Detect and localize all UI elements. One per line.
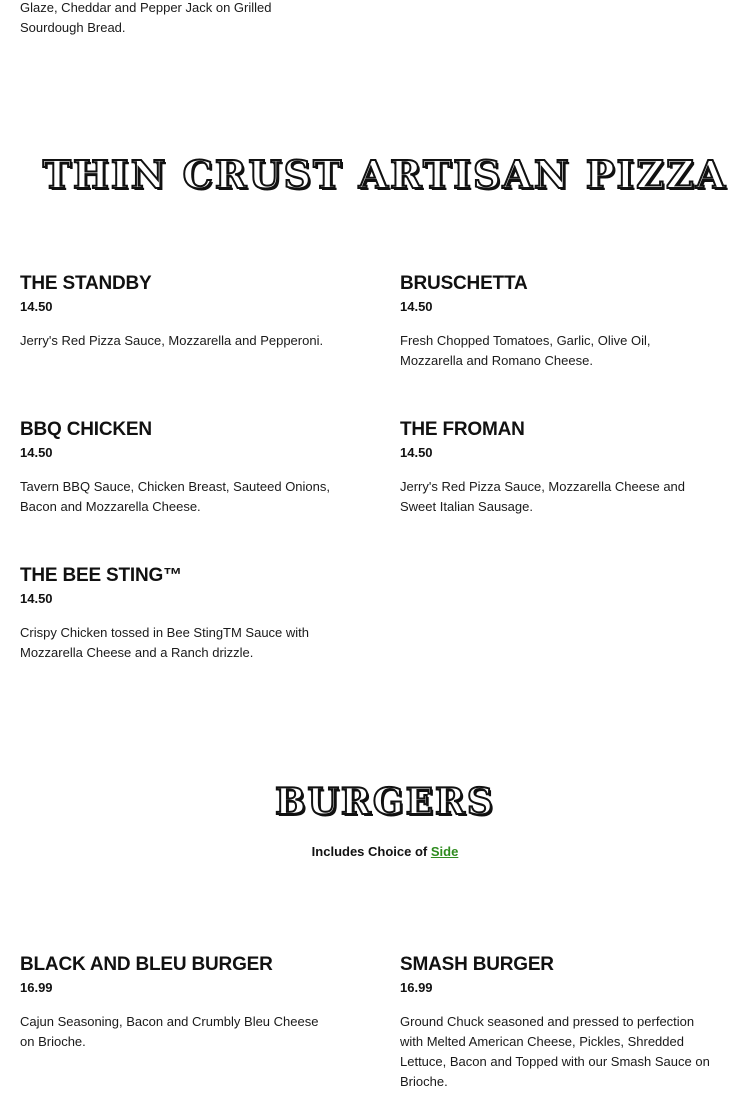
menu-item-description: Jerry's Red Pizza Sauce, Mozzarella and Pepperoni. [20,333,324,348]
menu-item-price: 14.50 [20,299,53,314]
menu-item-name: THE FROMAN [400,419,525,440]
menu-item-description: Ground Chuck seasoned and pressed to perfection with Melted American Cheese, Pickles, Shredded Lettuce, Bacon and Topped with our Smash Sauce on Brioche. [400,1014,710,1089]
menu-item [20,564,330,663]
burgers-note [0,844,750,859]
menu-item-price: 16.99 [400,980,433,995]
menu-item [400,272,710,371]
burgers-note-text: Includes Choice of [311,844,431,859]
section-title-pizza: THIN CRUST ARTISAN PIZZA [42,152,728,197]
menu-item [20,953,330,1052]
menu-item-price: 14.50 [20,591,53,606]
menu-item-name: SMASH BURGER [400,954,554,975]
menu-item-name: THE BEE STING™ [20,565,182,586]
menu-item [400,418,710,517]
menu-item-name: THE STANDBY [20,273,152,294]
menu-item-name: BRUSCHETTA [400,273,528,294]
menu-item-price: 14.50 [400,445,433,460]
menu-item-name: BLACK AND BLEU BURGER [20,954,273,975]
section-title-burgers: BURGERS [275,781,495,823]
menu-item [20,418,330,517]
menu-item-description: Cajun Seasoning, Bacon and Crumbly Bleu Cheese on Brioche. [20,1014,319,1049]
menu-item-description: Crispy Chicken tossed in Bee StingTM Sauce with Mozzarella Cheese and a Ranch drizzle. [20,625,310,660]
menu-item [20,272,330,351]
side-link[interactable]: Side [430,844,459,859]
menu-item-price: 14.50 [400,299,433,314]
menu-item-description: Fresh Chopped Tomatoes, Garlic, Olive Oil, Mozzarella and Romano Cheese. [400,333,651,368]
menu-item [400,953,710,1092]
menu-item-description: Jerry's Red Pizza Sauce, Mozzarella Cheese and Sweet Italian Sausage. [400,479,686,514]
menu-item-name: BBQ CHICKEN [20,419,152,440]
menu-item-description: Tavern BBQ Sauce, Chicken Breast, Sauteed Onions, Bacon and Mozzarella Cheese. [20,479,331,514]
menu-item-price: 16.99 [20,980,53,995]
menu-item-price: 14.50 [20,445,53,460]
menu-item-description: Glaze, Cheddar and Pepper Jack on Grilled Sourdough Bread. [20,0,272,35]
